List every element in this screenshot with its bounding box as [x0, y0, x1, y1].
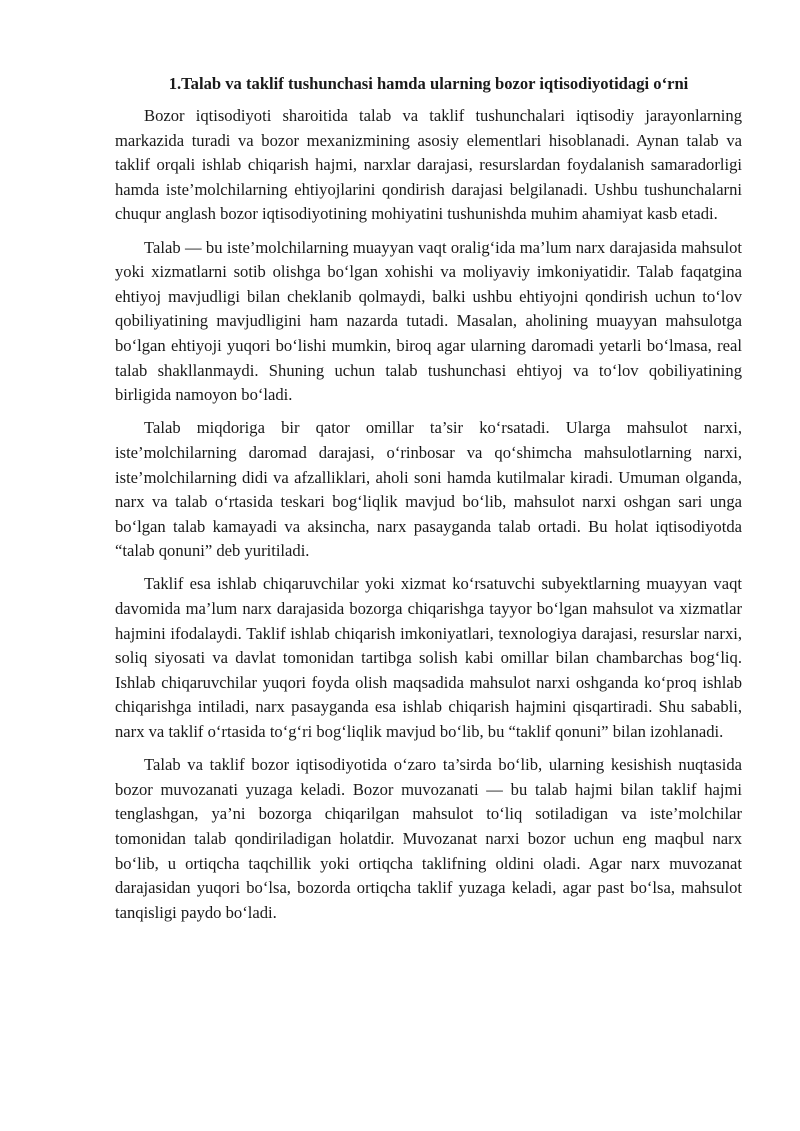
paragraph-3: Talab miqdoriga bir qator omillar ta’sir ko‘rsatadi. Ularga mahsulot narxi, iste’molchilarning daromad darajasi, o‘rinbosar va qo‘shimcha mahsulotlarning narxi, iste’molchilarning didi va afzalliklari, aholi soni hamda kutilmalar kiradi. Umuman olganda, narx va talab o‘rtasida teskari bog‘liqlik mavjud bo‘lib, mahsulot narxi oshgan sari unga bo‘lgan talab kamayadi va aksincha, narx pasayganda talab ortadi. Bu holat iqtisodiyotda “talab qonuni” deb yuritiladi. [115, 418, 742, 561]
paragraph-4: Taklif esa ishlab chiqaruvchilar yoki xizmat ko‘rsatuvchi subyektlarning muayyan vaqt davomida ma’lum narx darajasida bozorga chiqarishga tayyor bo‘lgan mahsulot va xizmatlar hajmini ifodalaydi. Taklif ishlab chiqarish imkoniyatlari, texnologiya darajasi, resurslar narxi, soliq siyosati va davlat tomonidan tartibga solish kabi omillar bilan chambarchas bog‘liq. Ishlab chiqaruvchilar yuqori foyda olish maqsadida mahsulot narxi oshganda ko‘proq ishlab chiqarishga intiladi, narx pasayganda esa ishlab chiqarish hajmini qisqartiradi. Shu sababli, narx va taklif o‘rtasida to‘g‘ri bog‘liqlik mavjud bo‘lib, bu “taklif qonuni” bilan izohlanadi. [115, 574, 742, 742]
paragraph-2: Talab — bu iste’molchilarning muayyan vaqt oralig‘ida ma’lum narx darajasida mahsulot yoki xizmatlarni sotib olishga bo‘lgan xohishi va moliyaviy imkoniyatidir. Talab faqatgina ehtiyoj mavjudligi bilan cheklanib qolmaydi, balki ushbu ehtiyojni qondirish uchun to‘lov qobiliyatining mavjudligini ham nazarda tutadi. Masalan, aholining muayyan mahsulotga bo‘lgan ehtiyoji yuqori bo‘lishi mumkin, biroq agar ularning daromadi yetarli bo‘lmasa, real talab shakllanmaydi. Shuning uchun talab tushunchasi ehtiyoj va to‘lov qobiliyatining birligida namoyon bo‘ladi. [115, 237, 742, 405]
paragraph-5: Talab va taklif bozor iqtisodiyotida o‘zaro ta’sirda bo‘lib, ularning kesishish nuqtasida bozor muvozanati yuzaga keladi. Bozor muvozanati — bu talab hajmi bilan taklif hajmi tenglashgan, ya’ni bozorga chiqarilgan mahsulot to‘liq sotiladigan va iste’molchilar tomonidan talab qondiriladigan holatdir. Muvozanat narxi bozor uchun eng maqbul narx bo‘lib, u ortiqcha taqchillik yoki ortiqcha taklifning oldini oladi. Agar narx muvozanat darajasidan yuqori bo‘lsa, bozorda ortiqcha taklif yuzaga keladi, agar past bo‘lsa, mahsulot tanqisligi paydo bo‘ladi. [115, 755, 742, 922]
paragraph-1: Bozor iqtisodiyoti sharoitida talab va taklif tushunchalari iqtisodiy jarayonlarning markazida turadi va bozor mexanizmining asosiy elementlari hisoblanadi. Aynan talab va taklif orqali ishlab chiqarish hajmi, narxlar darajasi, resurslardan foydalanish samaradorligi hamda iste’molchilarning ehtiyojlarini qondirish darajasi belgilanadi. Ushbu tushunchalarni chuqur anglash bozor iqtisodiyotining mohiyatini tushunishda muhim ahamiyat kasb etadi. [115, 106, 742, 224]
section-title: 1.Talab va taklif tushunchasi hamda ularning bozor iqtisodiyotidagi o‘rni [168, 74, 689, 93]
document-body [115, 72, 742, 934]
